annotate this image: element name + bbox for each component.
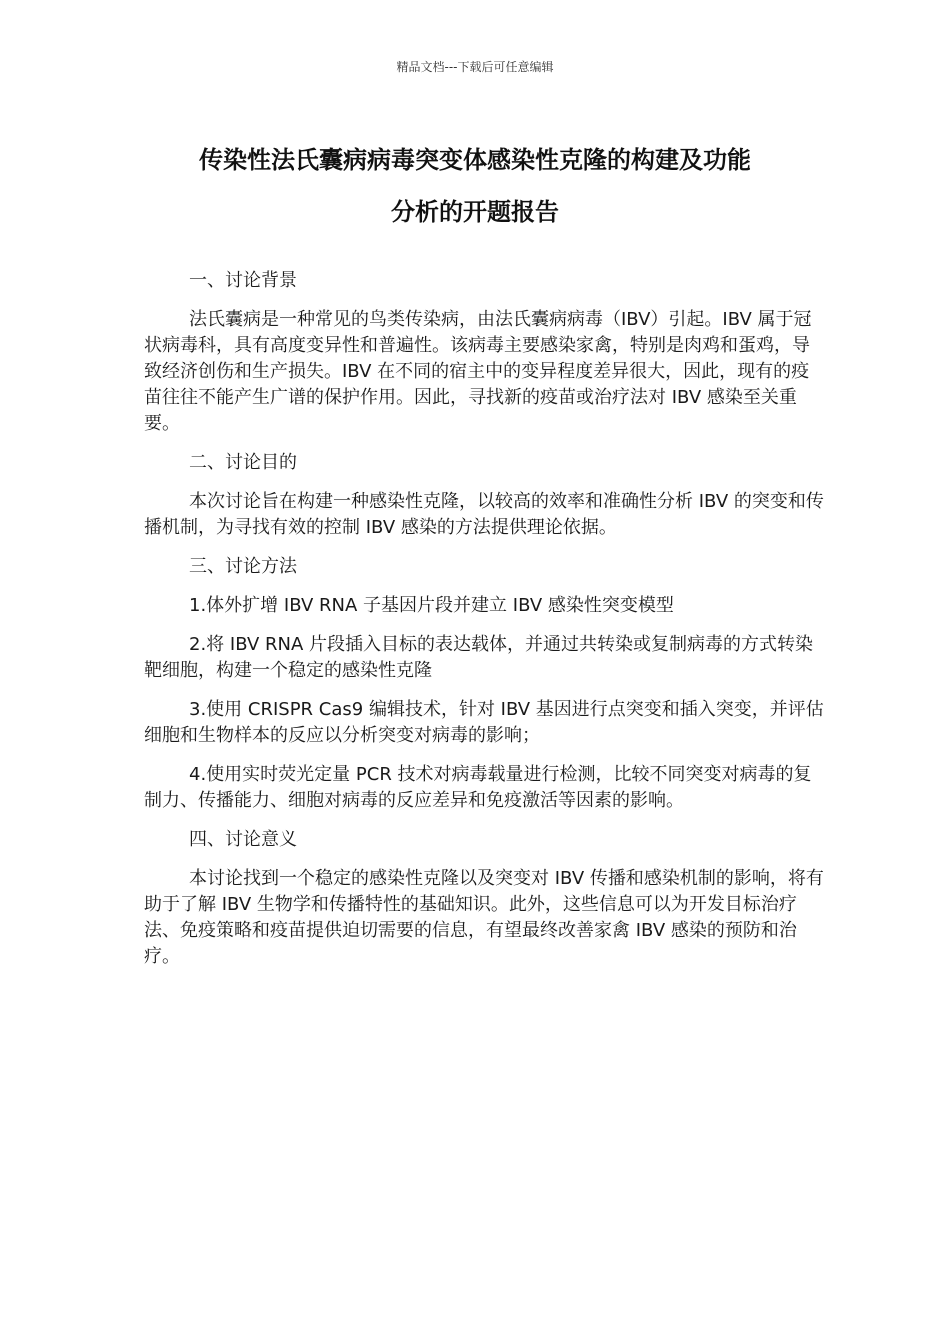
document-body (144, 268, 824, 983)
section-heading-purpose: 二、讨论目的 (189, 452, 297, 473)
section-text-background: 法氏囊病是一种常见的鸟类传染病，由法氏囊病病毒（IBV）引起。IBV 属于冠状病毒科，具有高度变异性和普遍性。该病毒主要感染家禽，特别是肉鸡和蛋鸡，导致经济创伤和生产损失。IBV 在不同的宿主中的变异程度差异很大，因此，现有的疫苗往往不能产生广谱的保护作用。因此，寻找新的疫苗或治疗法对 IBV 感染至关重要。 (144, 309, 812, 434)
section-text-significance: 本讨论找到一个稳定的感染性克隆以及突变对 IBV 传播和感染机制的影响，将有助于了解 IBV 生物学和传播特性的基础知识。此外，这些信息可以为开发目标治疗法、免疫策略和疫苗提供迫切需要的信息，有望最终改善家禽 IBV 感染的预防和治疗。 (144, 868, 824, 967)
method-item-3: 3.使用 CRISPR Cas9 编辑技术，针对 IBV 基因进行点突变和插入突变，并评估细胞和生物样本的反应以分析突变对病毒的影响； (144, 699, 824, 746)
document-title (130, 134, 820, 238)
title-line-1: 传染性法氏囊病病毒突变体感染性克隆的构建及功能 (199, 146, 751, 174)
section-heading-significance: 四、讨论意义 (189, 829, 297, 850)
method-item-4: 4.使用实时荧光定量 PCR 技术对病毒载量进行检测，比较不同突变对病毒的复制力、传播能力、细胞对病毒的反应差异和免疫激活等因素的影响。 (144, 764, 812, 811)
section-heading-method: 三、讨论方法 (189, 556, 297, 577)
section-text-purpose: 本次讨论旨在构建一种感染性克隆，以较高的效率和准确性分析 IBV 的突变和传播机制，为寻找有效的控制 IBV 感染的方法提供理论依据。 (144, 491, 824, 538)
section-heading-background: 一、讨论背景 (189, 270, 297, 291)
title-line-2: 分析的开题报告 (391, 198, 559, 226)
method-item-1: 1.体外扩增 IBV RNA 子基因片段并建立 IBV 感染性突变模型 (189, 595, 674, 616)
method-item-2: 2.将 IBV RNA 片段插入目标的表达载体，并通过共转染或复制病毒的方式转染靶细胞，构建一个稳定的感染性克隆 (144, 634, 814, 681)
header-note: 精品文档---下载后可任意编辑 (396, 60, 554, 74)
